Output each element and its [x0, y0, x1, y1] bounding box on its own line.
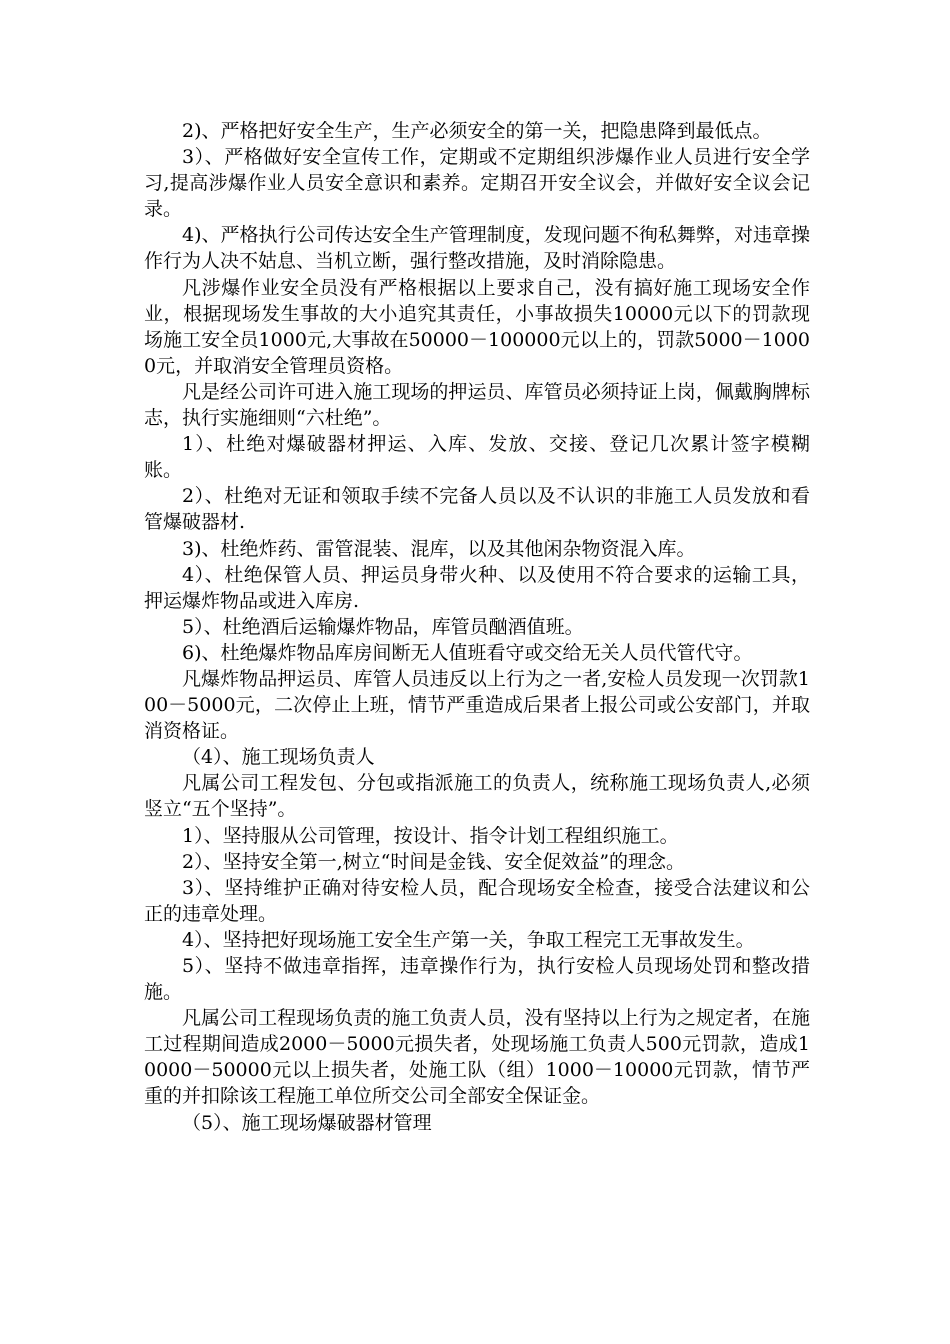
list-item: 2）、坚持安全第一,树立“时间是金钱、安全促效益”的理念。 [182, 850, 686, 873]
list-item: 5）、杜绝酒后运输爆炸物品，库管员酗酒值班。 [182, 615, 584, 638]
paragraph: 凡爆炸物品押运员、库管人员违反以上行为之一者,安检人员发现一次罚款100－5000元，二次停止上班，情节严重造成后果者上报公司或公安部门，并取消资格证。 [144, 667, 810, 743]
paragraph: 凡属公司工程发包、分包或指派施工的负责人，统称施工现场负责人,必须竖立“五个坚持”。 [144, 772, 810, 821]
list-item: 4）、杜绝保管人员、押运员身带火种、以及使用不符合要求的运输工具，押运爆炸物品或进入库房. [144, 563, 810, 612]
section-heading: （5）、施工现场爆破器材管理 [182, 1111, 432, 1134]
paragraph: 2)、严格把好安全生产，生产必须安全的第一关，把隐患降到最低点。 [182, 120, 772, 142]
list-item: 2）、杜绝对无证和领取手续不完备人员以及不认识的非施工人员发放和看管爆破器材. [144, 485, 810, 534]
list-item: 3）、坚持维护正确对待安检人员，配合现场安全检查，接受合法建议和公正的违章处理。 [144, 876, 810, 925]
paragraph: 凡是经公司许可进入施工现场的押运员、库管员必须持证上岗，佩戴胸牌标志，执行实施细则“六杜绝”。 [144, 380, 810, 430]
paragraph: 凡属公司工程现场负责的施工负责人员，没有坚持以上行为之规定者，在施工过程期间造成2000－5000元损失者，处现场施工负责人500元罚款，造成10000－50000元以上损失者，处施工队（组）1000－10000元罚款，情节严重的并扣除该工程施工单位所交公司全部安全保证金。 [144, 1007, 810, 1108]
list-item: 3)、杜绝炸药、雷管混装、混库，以及其他闲杂物资混入库。 [182, 537, 696, 560]
document-body [144, 118, 810, 1136]
paragraph: 凡涉爆作业安全员没有严格根据以上要求自己，没有搞好施工现场安全作业，根据现场发生事故的大小追究其责任，小事故损失10000元以下的罚款现场施工安全员1000元,大事故在50000－100000元以上的，罚款5000－10000元，并取消安全管理员资格。 [144, 276, 810, 377]
list-item: 6)、杜绝爆炸物品库房间断无人值班看守或交给无关人员代管代守。 [182, 641, 753, 664]
list-item: 4）、坚持把好现场施工安全生产第一关，争取工程完工无事故发生。 [182, 928, 755, 951]
list-item: 1）、坚持服从公司管理，按设计、指令计划工程组织施工。 [182, 824, 679, 847]
paragraph: 4)、严格执行公司传达安全生产管理制度，发现问题不徇私舞弊，对违章操作行为人决不姑息、当机立断，强行整改措施，及时消除隐患。 [144, 224, 810, 273]
paragraph: 3）、严格做好安全宣传工作，定期或不定期组织涉爆作业人员进行安全学习,提高涉爆作业人员安全意识和素养。定期召开安全议会，并做好安全议会记录。 [144, 146, 810, 221]
list-item: 5）、坚持不做违章指挥，违章操作行为，执行安检人员现场处罚和整改措施。 [144, 955, 810, 1004]
section-heading: （4）、施工现场负责人 [182, 746, 375, 769]
list-item: 1）、杜绝对爆破器材押运、入库、发放、交接、登记几次累计签字模糊账。 [144, 433, 810, 482]
